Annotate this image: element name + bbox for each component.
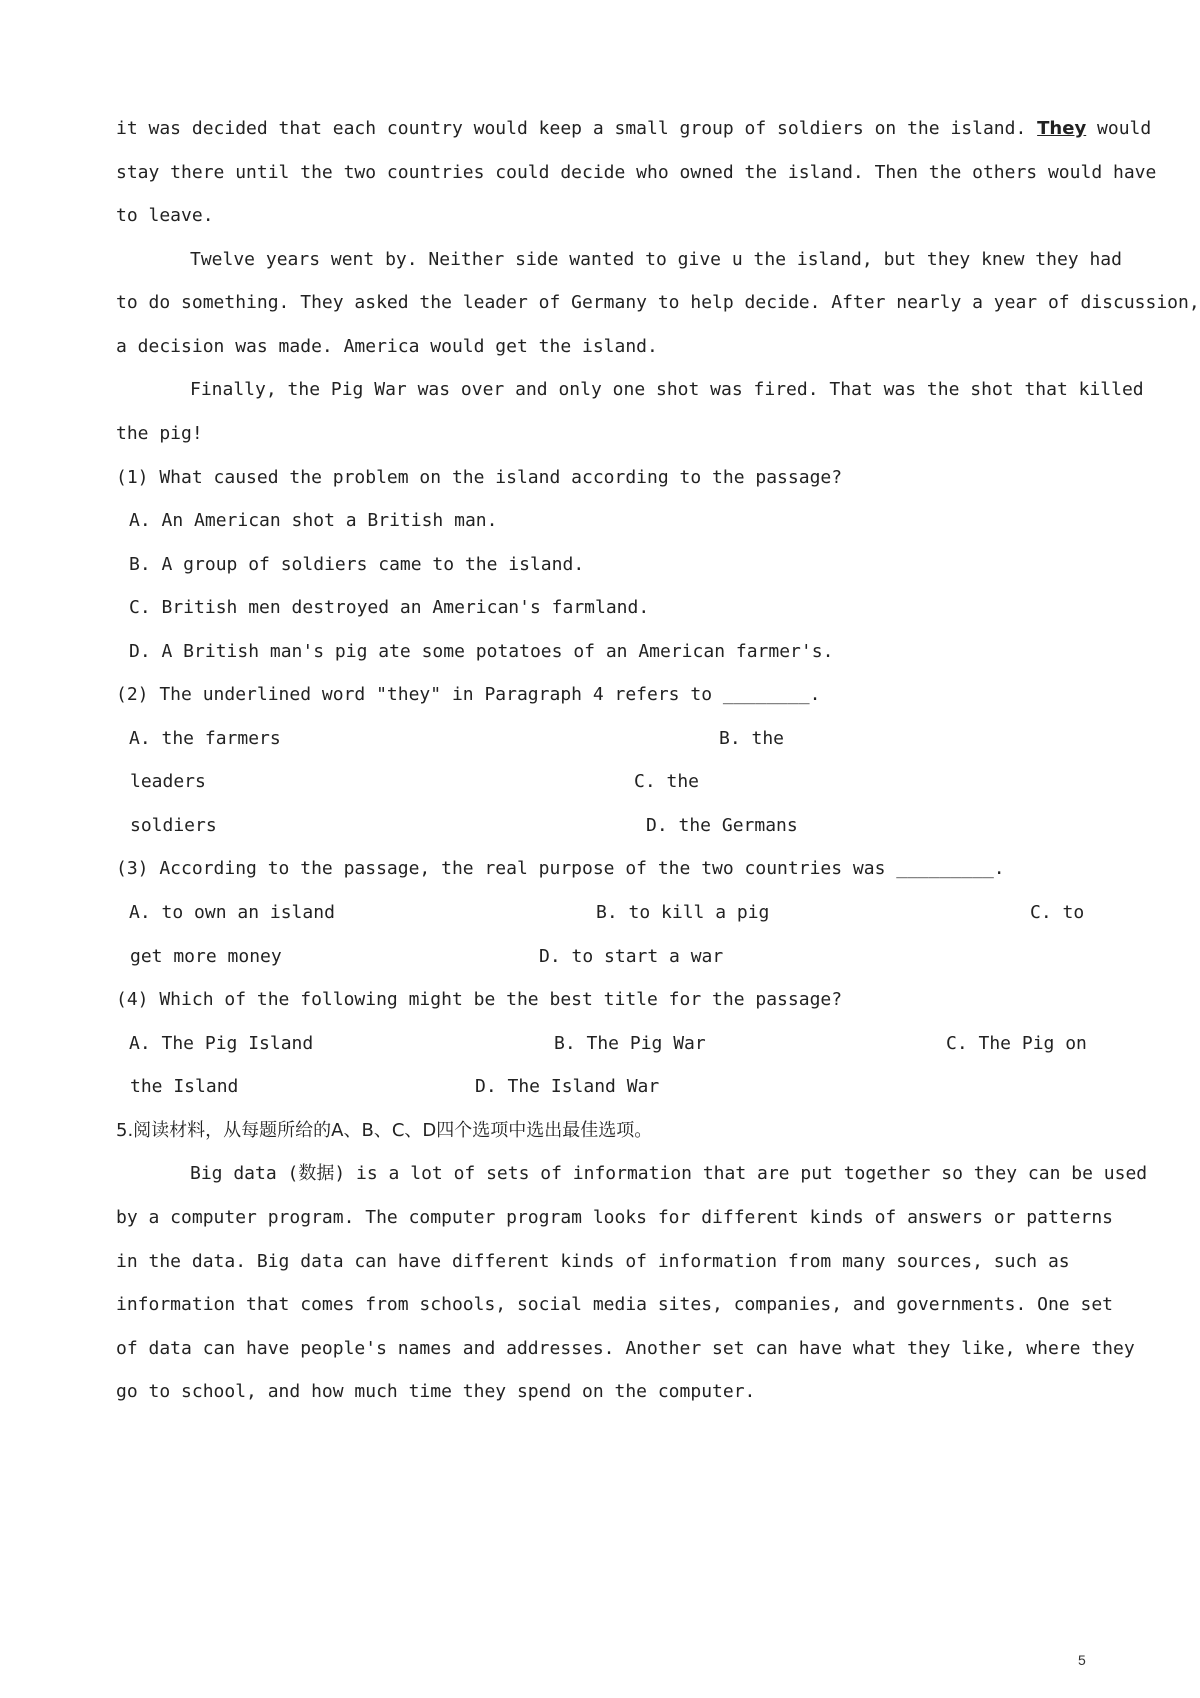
passage-paragraph5-line1: Finally, the Pig War was over and only one shot was fired. That was the shot that killed [190,379,1144,400]
underlined-word: They [1037,118,1087,139]
question-3-option-d: D. to start a war [539,946,724,967]
section-5-line2: by a computer program. The computer program looks for different kinds of answers or patterns [116,1207,1113,1228]
passage-paragraph3-line3: to leave. [116,205,214,226]
question-2-options-row3 [116,813,1092,839]
section-5-line3: in the data. Big data can have different kinds of information from many sources, such as [116,1251,1070,1272]
question-2-option-b-tail: leaders [130,771,206,792]
page-number: 5 [1078,1652,1086,1668]
section-5-line1: Big data (数据) is a lot of sets of information that are put together so they can be used [190,1163,1148,1184]
question-2-option-b-head: B. the [719,728,785,749]
question-2-option-d: D. the Germans [646,815,798,836]
question-2-options-row1 [116,726,1092,752]
question-1-stem: (1) What caused the problem on the island according to the passage? [116,467,843,488]
question-3-options-row2 [116,944,1092,970]
question-2-option-c-head: C. the [634,771,700,792]
section-5-line6: go to school, and how much time they spend on the computer. [116,1381,756,1402]
question-1-option-d: D. A British man's pig ate some potatoes of an American farmer's. [129,641,834,662]
question-1-option-a: A. An American shot a British man. [129,510,498,531]
passage-paragraph5-line2: the pig! [116,423,203,444]
section-5-heading: 5.阅读材料，从每题所给的A、B、C、D四个选项中选出最佳选项。 [116,1120,653,1141]
question-4-option-a: A. The Pig Island [129,1033,314,1054]
question-4-options-row2 [116,1074,1092,1100]
question-2-options-row2 [116,769,1092,795]
question-2-option-c-tail: soldiers [130,815,217,836]
question-3-stem: (3) According to the passage, the real purpose of the two countries was _________. [116,858,1005,879]
question-3-option-c-head: C. to [1030,902,1085,923]
passage-paragraph4-line2: to do something. They asked the leader of Germany to help decide. After nearly a year of discussion, [116,292,1200,313]
passage-paragraph4-line1: Twelve years went by. Neither side wanted to give u the island, but they knew they had [190,249,1122,270]
question-1-option-b: B. A group of soldiers came to the island. [129,554,585,575]
question-3-option-a: A. to own an island [129,902,335,923]
question-4-option-d: D. The Island War [475,1076,660,1097]
passage-paragraph3-line1 [116,116,1152,142]
question-4-option-c-head: C. The Pig on [946,1033,1087,1054]
question-4-option-c-tail: the Island [130,1076,239,1097]
section-5-line4: information that comes from schools, social media sites, companies, and governments. One set [116,1294,1113,1315]
question-2-stem: (2) The underlined word "they" in Paragraph 4 refers to ________. [116,684,821,705]
section-5-line5: of data can have people's names and addresses. Another set can have what they like, where they [116,1338,1135,1359]
question-4-option-b: B. The Pig War [554,1033,706,1054]
p3-line1-end: would [1097,118,1152,139]
passage-paragraph3-line2: stay there until the two countries could decide who owned the island. Then the others would have [116,162,1157,183]
question-4-options-row1 [116,1031,1092,1057]
p3-line1-text: it was decided that each country would keep a small group of soldiers on the island. [116,118,1027,139]
question-3-options-row1 [116,900,1092,926]
question-4-stem: (4) Which of the following might be the best title for the passage? [116,989,843,1010]
question-3-option-b: B. to kill a pig [596,902,770,923]
question-1-option-c: C. British men destroyed an American's farmland. [129,597,650,618]
question-2-option-a: A. the farmers [129,728,281,749]
passage-paragraph4-line3: a decision was made. America would get the island. [116,336,658,357]
question-3-option-c-tail: get more money [130,946,282,967]
